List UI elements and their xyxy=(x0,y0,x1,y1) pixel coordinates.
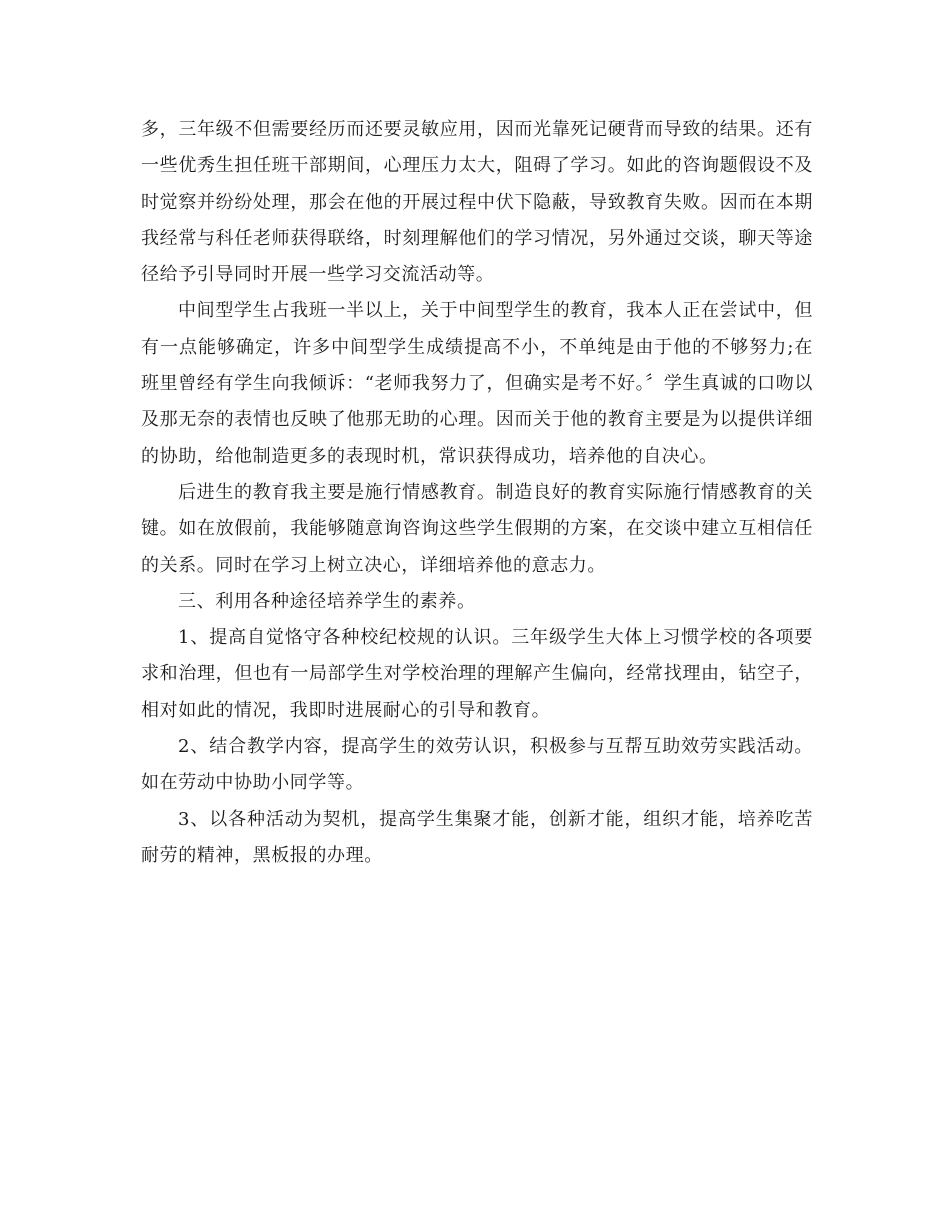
list-item-2: 2、结合教学内容，提高学生的效劳认识，积极参与互帮互助效劳实践活动。如在劳动中协助小同学等。 xyxy=(141,736,813,794)
paragraph-continuation: 多，三年级不但需要经历而还要灵敏应用，因而光靠死记硬背而导致的结果。还有一些优秀生担任班干部期间，心理压力太大，阻碍了学习。如此的咨询题假设不及时觉察并纷纷处理，那会在他的开展过程中伏下隐蔽，导致教育失败。因而在本期我经常与科任老师获得联络，时刻理解他们的学习情况，另外通过交谈，聊天等途径给予引导同时开展一些学习交流活动等。 xyxy=(141,119,813,286)
paragraph-middle-students: 中间型学生占我班一半以上，关于中间型学生的教育，我本人正在尝试中，但有一点能够确定，许多中间型学生成绩提高不小，不单纯是由于他的不够努力;在班里曾经有学生向我倾诉：“老师我努力了，但确实是考不好。〞学生真诚的口吻以及那无奈的表情也反映了他那无助的心理。因而关于他的教育主要是为以提供详细的协助，给他制造更多的表现时机，常识获得成功，培养他的自决心。 xyxy=(141,300,813,467)
document-body xyxy=(141,112,813,874)
list-item-3: 3、以各种活动为契机，提高学生集聚才能，创新才能，组织才能，培养吃苦耐劳的精神，黑板报的办理。 xyxy=(141,808,813,866)
section-heading-three: 三、利用各种途径培养学生的素养。 xyxy=(178,590,476,612)
paragraph-struggling-students: 后进生的教育我主要是施行情感教育。制造良好的教育实际施行情感教育的关键。如在放假前，我能够随意询咨询这些学生假期的方案，在交谈中建立互相信任的关系。同时在学习上树立决心，详细培养他的意志力。 xyxy=(141,481,813,576)
list-item-1: 1、提高自觉恪守各种校纪校规的认识。三年级学生大体上习惯学校的各项要求和治理，但也有一局部学生对学校治理的理解产生偏向，经常找理由，钻空子，相对如此的情况，我即时进展耐心的引导和教育。 xyxy=(141,627,813,721)
